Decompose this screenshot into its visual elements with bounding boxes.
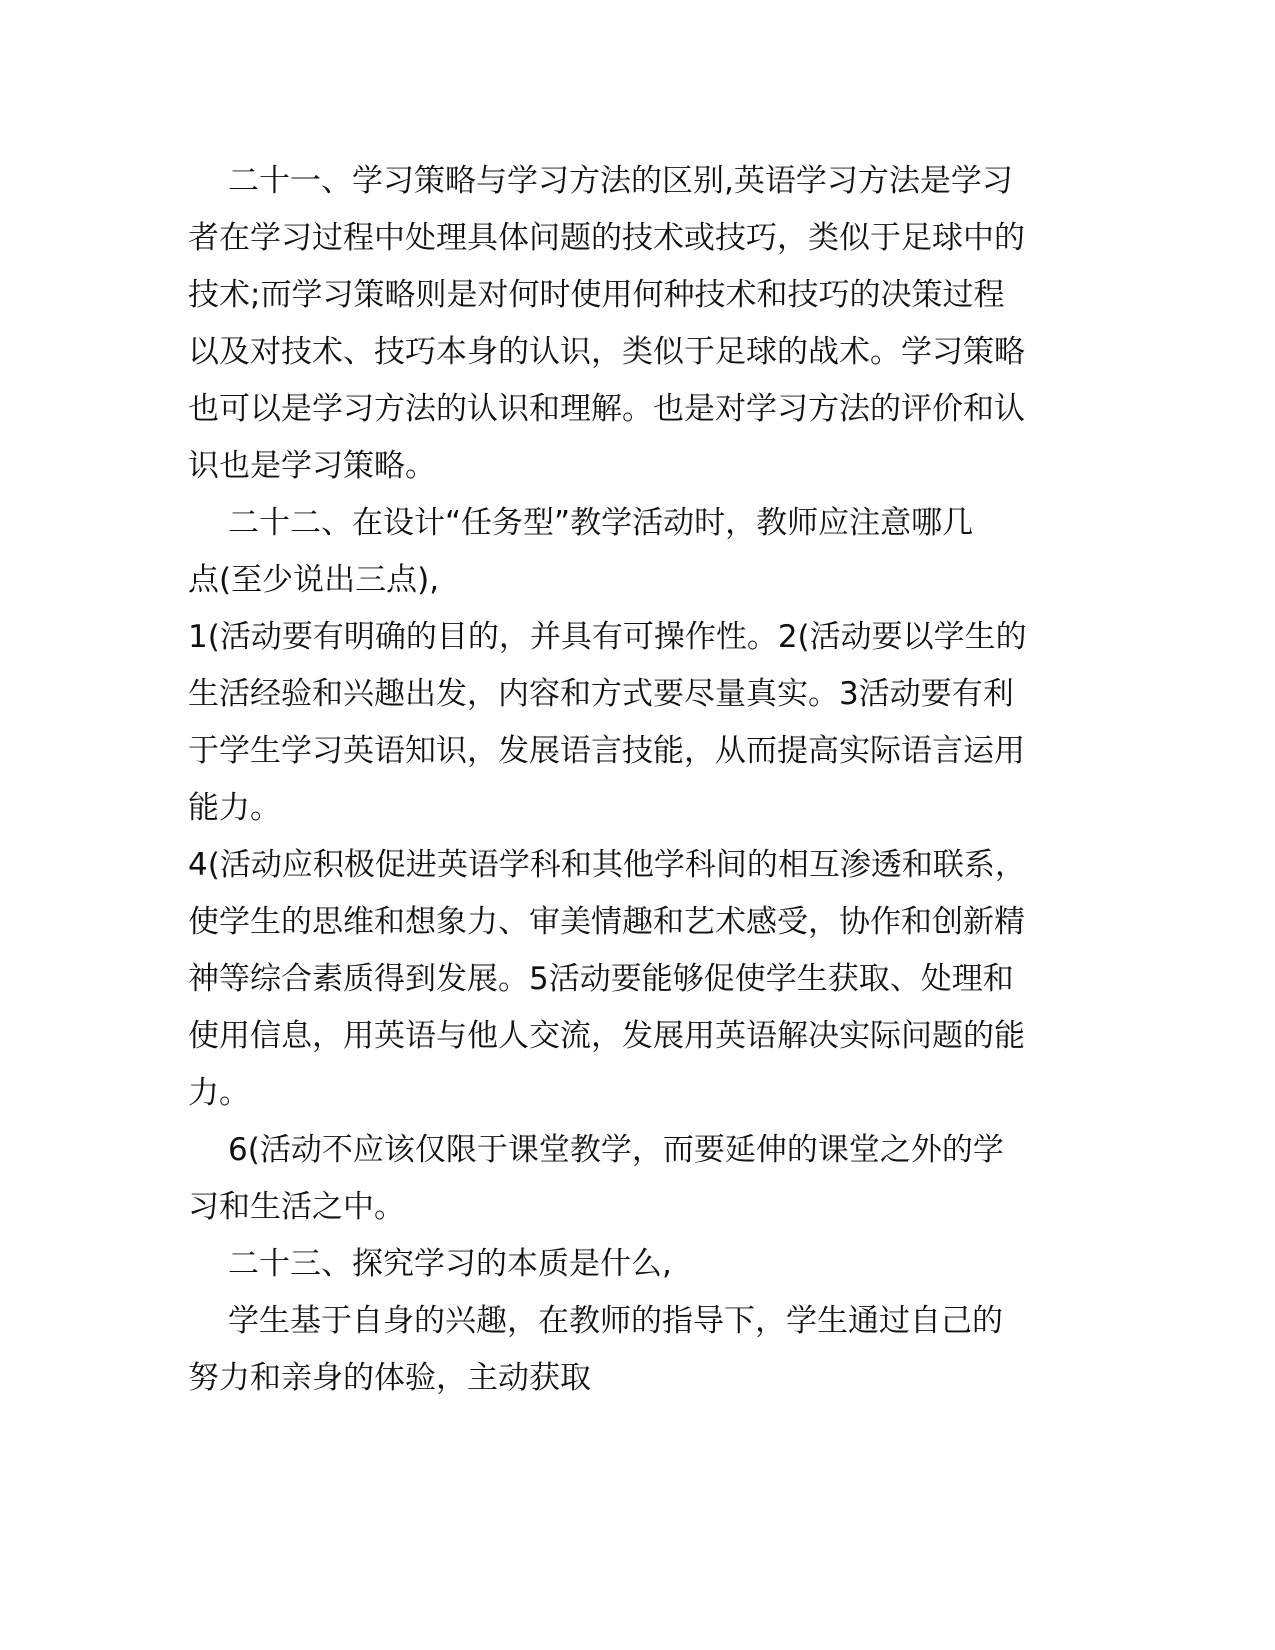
text-line: 使用信息，用英语与他人交流，发展用英语解决实际问题的能 [188, 1018, 1025, 1054]
text-line: 以及对技术、技巧本身的认识，类似于足球的战术。学习策略 [188, 334, 1025, 370]
text-line: 使学生的思维和想象力、审美情趣和艺术感受，协作和创新精 [188, 904, 1025, 940]
text-line: 学生基于自身的兴趣，在教师的指导下，学生通过自己的 [228, 1303, 1003, 1339]
text-line: 生活经验和兴趣出发，内容和方式要尽量真实。3活动要有利 [188, 676, 1014, 712]
text-line: 努力和亲身的体验，主动获取 [188, 1360, 591, 1396]
text-line: 习和生活之中。 [188, 1189, 405, 1225]
text-line: 也可以是学习方法的认识和理解。也是对学习方法的评价和认 [188, 391, 1025, 427]
text-line: 力。 [188, 1075, 250, 1111]
text-line: 6(活动不应该仅限于课堂教学，而要延伸的课堂之外的学 [228, 1132, 1004, 1168]
text-line: 点(至少说出三点), [188, 562, 440, 598]
text-line: 神等综合素质得到发展。5活动要能够促使学生获取、处理和 [188, 961, 1014, 997]
text-line: 于学生学习英语知识，发展语言技能，从而提高实际语言运用 [188, 733, 1025, 769]
document-body [188, 153, 1088, 1407]
text-line: 技术;而学习策略则是对何时使用何种技术和技巧的决策过程 [188, 277, 1005, 313]
text-line: 能力。 [188, 790, 281, 826]
text-line: 1(活动要有明确的目的，并具有可操作性。2(活动要以学生的 [188, 619, 1027, 655]
text-line: 二十二、在设计“任务型”教学活动时，教师应注意哪几 [228, 505, 974, 541]
text-line: 4(活动应积极促进英语学科和其他学科间的相互渗透和联系， [188, 847, 1026, 883]
text-line: 者在学习过程中处理具体问题的技术或技巧，类似于足球中的 [188, 220, 1025, 256]
text-line: 二十三、探究学习的本质是什么, [228, 1246, 672, 1282]
text-line: 识也是学习策略。 [188, 448, 436, 484]
text-line: 二十一、学习策略与学习方法的区别,英语学习方法是学习 [228, 163, 1013, 199]
